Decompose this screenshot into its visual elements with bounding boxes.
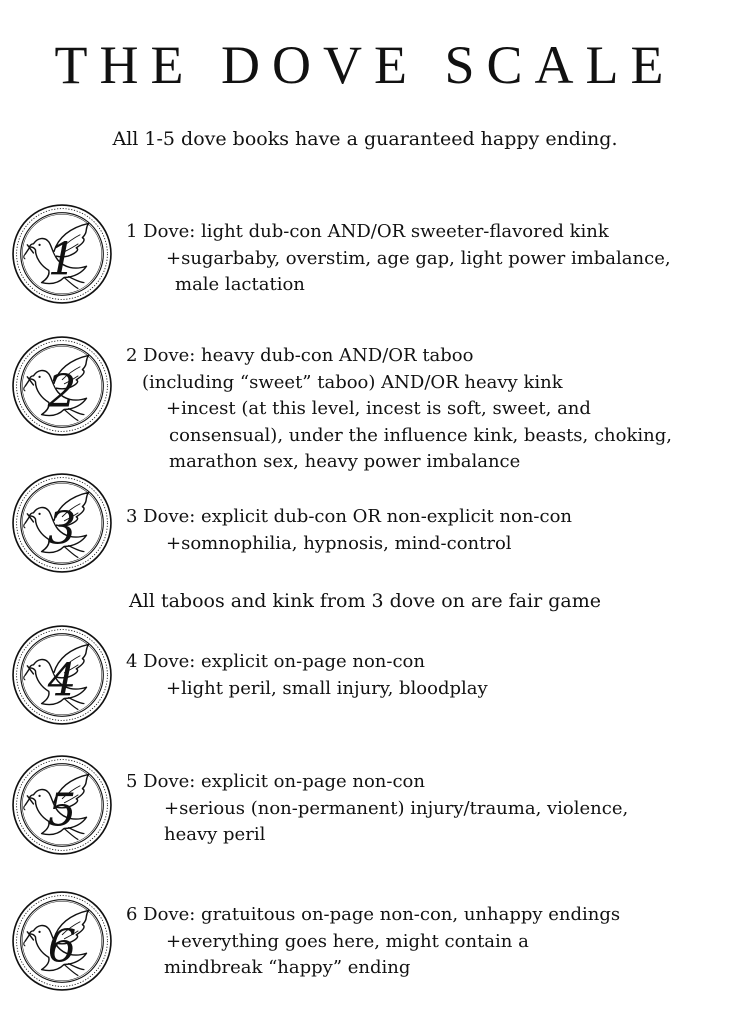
- level-5-entry: [126, 769, 716, 849]
- level-heading: 1 Dove: light dub-con AND/OR sweeter-flavored kink: [126, 221, 609, 242]
- dove-seal-icon: [11, 203, 113, 305]
- dove-seal-icon: [11, 624, 113, 726]
- happy-ending-note: All 1-5 dove books have a guaranteed happy ending.: [112, 128, 618, 150]
- level-detail: +light peril, small injury, bloodplay: [166, 677, 488, 699]
- level-heading: 3 Dove: explicit dub-con OR non-explicit non-con: [126, 506, 573, 527]
- dove-seal-icon: [11, 754, 113, 856]
- badge-number: 1: [47, 232, 77, 286]
- level-detail: marathon sex, heavy power imbalance: [169, 451, 521, 472]
- level-detail: mindbreak “happy” ending: [164, 957, 411, 978]
- level-heading: 2 Dove: heavy dub-con AND/OR taboo: [126, 345, 474, 366]
- badge-number: 5: [47, 783, 77, 837]
- level-detail: +incest (at this level, incest is soft, sweet, and: [166, 398, 591, 419]
- badge-number: 3: [47, 501, 77, 555]
- level-detail: +somnophilia, hypnosis, mind-control: [166, 532, 512, 554]
- badge-number: 4: [47, 653, 77, 707]
- level-1-entry: [126, 219, 716, 299]
- level-detail: (including “sweet” taboo) AND/OR heavy kink: [142, 371, 563, 393]
- dove-seal-icon: [11, 472, 113, 574]
- page-title: THE DOVE SCALE: [54, 35, 676, 95]
- level-6-entry: [126, 902, 716, 982]
- level-detail: +serious (non-permanent) injury/trauma, violence,: [164, 797, 629, 819]
- level-3-entry: [126, 504, 716, 557]
- level-detail: +everything goes here, might contain a: [166, 930, 529, 952]
- level-heading: 6 Dove: gratuitous on-page non-con, unhappy endings: [126, 904, 621, 925]
- level-heading: 4 Dove: explicit on-page non-con: [126, 651, 425, 672]
- level-heading: 5 Dove: explicit on-page non-con: [126, 771, 425, 792]
- level-2-entry: [126, 343, 716, 476]
- level-4-entry: [126, 649, 716, 702]
- badge-number: 2: [47, 364, 77, 418]
- fair-game-note: All taboos and kink from 3 dove on are fair game: [129, 590, 601, 612]
- level-detail: heavy peril: [164, 824, 266, 845]
- dove-seal-icon: [11, 890, 113, 992]
- level-detail: male lactation: [175, 274, 305, 295]
- level-detail: consensual), under the influence kink, beasts, choking,: [169, 424, 672, 446]
- badge-number: 6: [47, 919, 77, 973]
- level-detail: +sugarbaby, overstim, age gap, light power imbalance,: [166, 247, 671, 269]
- dove-seal-icon: [11, 335, 113, 437]
